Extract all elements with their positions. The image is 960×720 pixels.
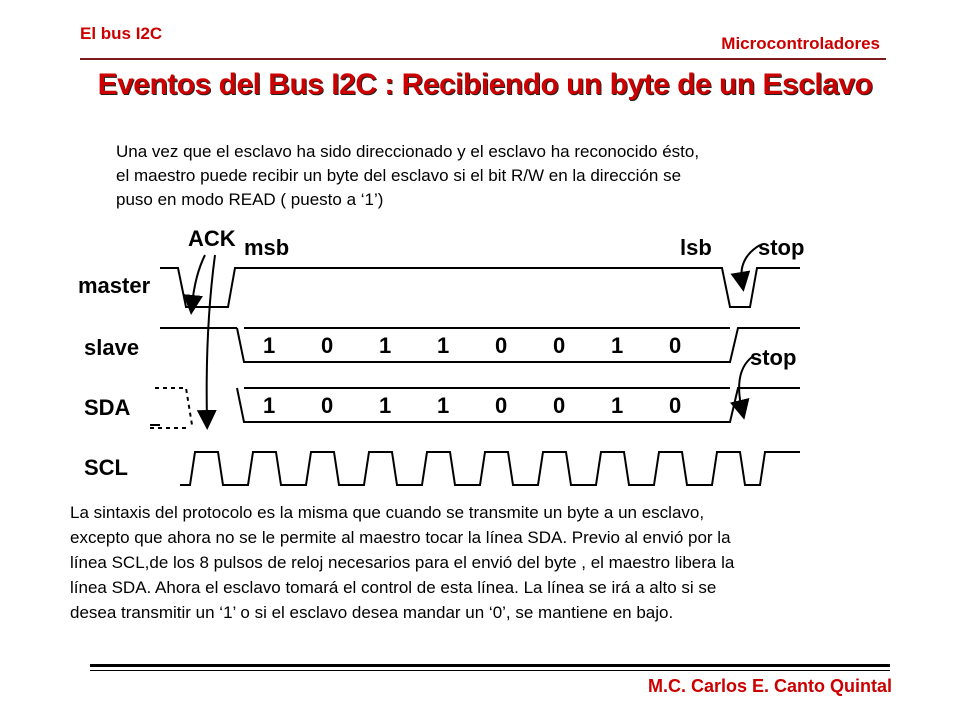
body-line: línea SDA. Ahora el esclavo tomará el control de esta línea. La línea se irá a alto si se (70, 578, 717, 597)
slave-bit-3: 1 (437, 333, 450, 358)
sda-bit-0: 1 (263, 393, 276, 418)
intro-line: el maestro puede recibir un byte del esclavo si el bit R/W en la dirección se (116, 166, 682, 185)
sda-bits (263, 393, 681, 418)
slave-bit-4: 0 (495, 333, 508, 358)
sda-waveform (150, 388, 800, 425)
slave-bit-2: 1 (379, 333, 392, 358)
ack-annotation: ACK (188, 226, 236, 251)
slave-bit-0: 1 (263, 333, 276, 358)
body-paragraph (70, 500, 910, 625)
body-line: desea transmitir un ‘1’ o si el esclavo desea mandar un ‘0’, se mantiene en bajo. (70, 603, 674, 622)
signal-label-slave: slave (84, 335, 140, 360)
signal-label-master: master (78, 273, 151, 298)
slave-bit-7: 0 (669, 333, 682, 358)
footer-author: M.C. Carlos E. Canto Quintal (647, 676, 892, 696)
body-line: La sintaxis del protocolo es la misma que cuando se transmite un byte a un esclavo, (70, 503, 705, 522)
header-left-title: El bus I2C (80, 24, 163, 43)
footer-divider-thin (90, 670, 890, 671)
ack-arrow-1 (192, 255, 205, 305)
slave-waveform (160, 328, 800, 362)
msb-annotation: msb (244, 235, 290, 260)
sda-dotted-start (150, 388, 192, 428)
signal-label-scl: SCL (84, 455, 128, 480)
body-line: línea SCL,de los 8 pulsos de reloj necesarios para el envió del byte , el maestro libera la (70, 553, 735, 572)
sda-bit-7: 0 (669, 393, 682, 418)
slave-bit-5: 0 (553, 333, 566, 358)
stop-annotation-top: stop (758, 235, 805, 260)
intro-line: Una vez que el esclavo ha sido direccionado y el esclavo ha reconocido ésto, (116, 142, 700, 161)
body-line: excepto que ahora no se le permite al maestro tocar la línea SDA. Previo al envió por la (70, 528, 731, 547)
footer-divider (90, 664, 890, 667)
sda-bit-4: 0 (495, 393, 508, 418)
sda-bit-6: 1 (611, 393, 624, 418)
slide-title: Eventos del Bus I2C : Recibiendo un byte de un Esclavo (97, 68, 873, 101)
lsb-annotation: lsb (680, 235, 712, 260)
header-right-title: Microcontroladores (721, 34, 880, 53)
scl-waveform (180, 452, 800, 485)
slave-bit-6: 1 (611, 333, 624, 358)
stop-annotation-sda: stop (750, 345, 797, 370)
slave-bit-1: 0 (321, 333, 334, 358)
slave-bits (263, 333, 681, 358)
sda-bit-3: 1 (437, 393, 450, 418)
signal-label-sda: SDA (84, 395, 131, 420)
sda-bit-2: 1 (379, 393, 392, 418)
ack-arrow-2 (207, 255, 215, 420)
intro-line: puso en modo READ ( puesto a ‘1’) (116, 190, 384, 209)
sda-bit-5: 0 (553, 393, 566, 418)
master-waveform (160, 268, 800, 307)
sda-bit-1: 0 (321, 393, 334, 418)
